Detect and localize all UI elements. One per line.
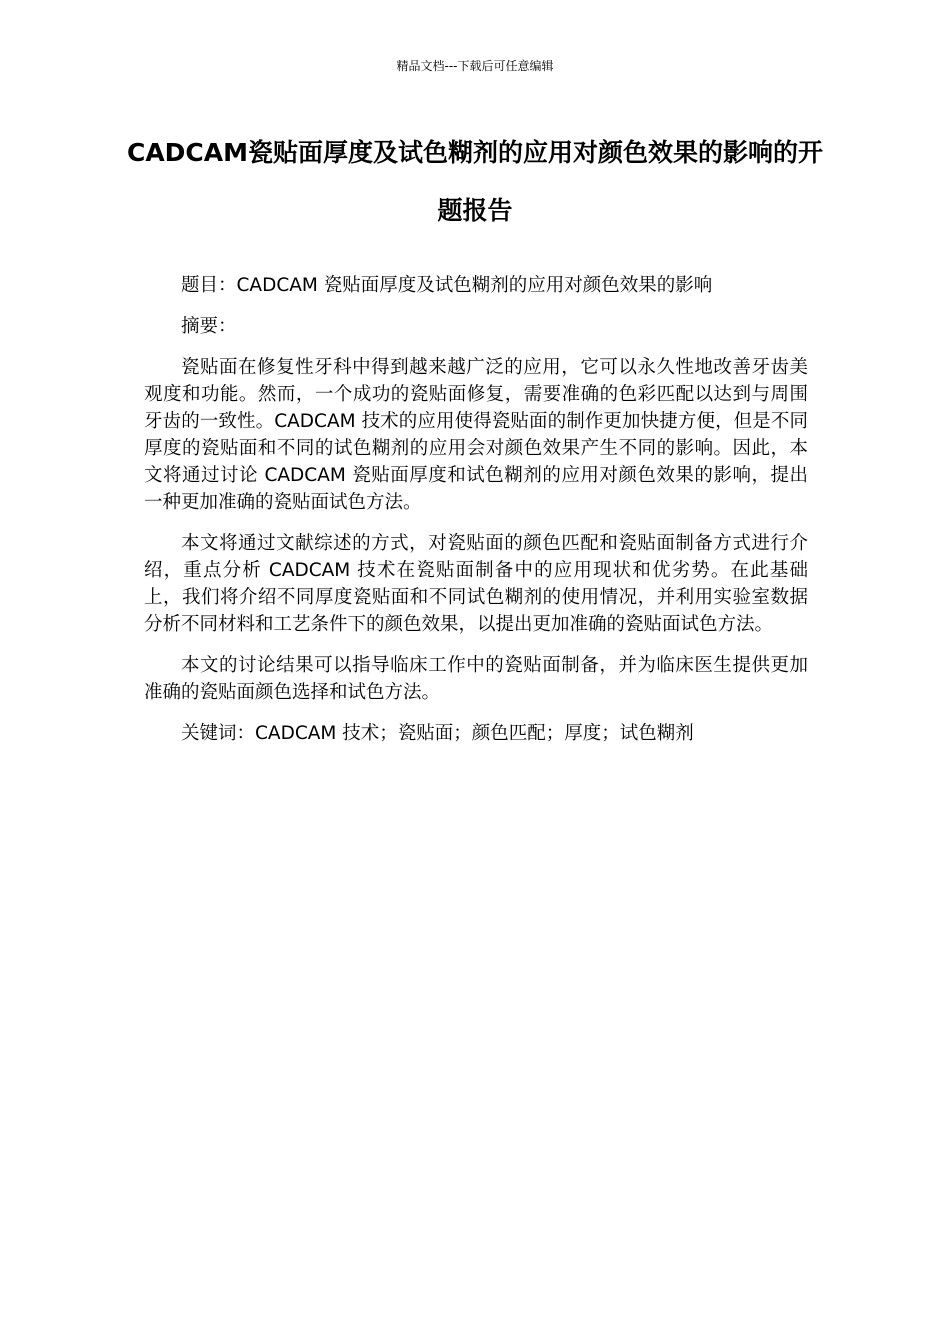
keywords-line: 关键词：CADCAM 技术；瓷贴面；颜色匹配；厚度；试色糊剂	[181, 723, 694, 744]
document-title: CADCAM瓷贴面厚度及试色糊剂的应用对颜色效果的影响的开题报告	[126, 138, 824, 225]
body-paragraph-2: 本文将通过文献综述的方式，对瓷贴面的颜色匹配和瓷贴面制备方式进行介绍，重点分析 CADCAM 技术在瓷贴面制备中的应用现状和优劣势。在此基础上，我们将介绍不同厚度瓷贴面和不同试色糊剂的使用情况，并利用实验室数据分析不同材料和工艺条件下的颜色效果，以提出更加准确的瓷贴面试色方法。	[144, 533, 808, 635]
document-body	[144, 272, 808, 761]
abstract-label: 摘要：	[181, 316, 237, 337]
header-note: 精品文档---下载后可任意编辑	[396, 59, 554, 73]
body-paragraph-3: 本文的讨论结果可以指导临床工作中的瓷贴面制备，并为临床医生提供更加准确的瓷贴面颜色选择和试色方法。	[144, 655, 808, 703]
topic-line: 题目：CADCAM 瓷贴面厚度及试色糊剂的应用对颜色效果的影响	[181, 275, 713, 296]
body-paragraph-1: 瓷贴面在修复性牙科中得到越来越广泛的应用，它可以永久性地改善牙齿美观度和功能。然而，一个成功的瓷贴面修复，需要准确的色彩匹配以达到与周围牙齿的一致性。CADCAM 技术的应用使得瓷贴面的制作更加快捷方便，但是不同厚度的瓷贴面和不同的试色糊剂的应用会对颜色效果产生不同的影响。因此，本文将通过讨论 CADCAM 瓷贴面厚度和试色糊剂的应用对颜色效果的影响，提出一种更加准确的瓷贴面试色方法。	[144, 357, 808, 513]
